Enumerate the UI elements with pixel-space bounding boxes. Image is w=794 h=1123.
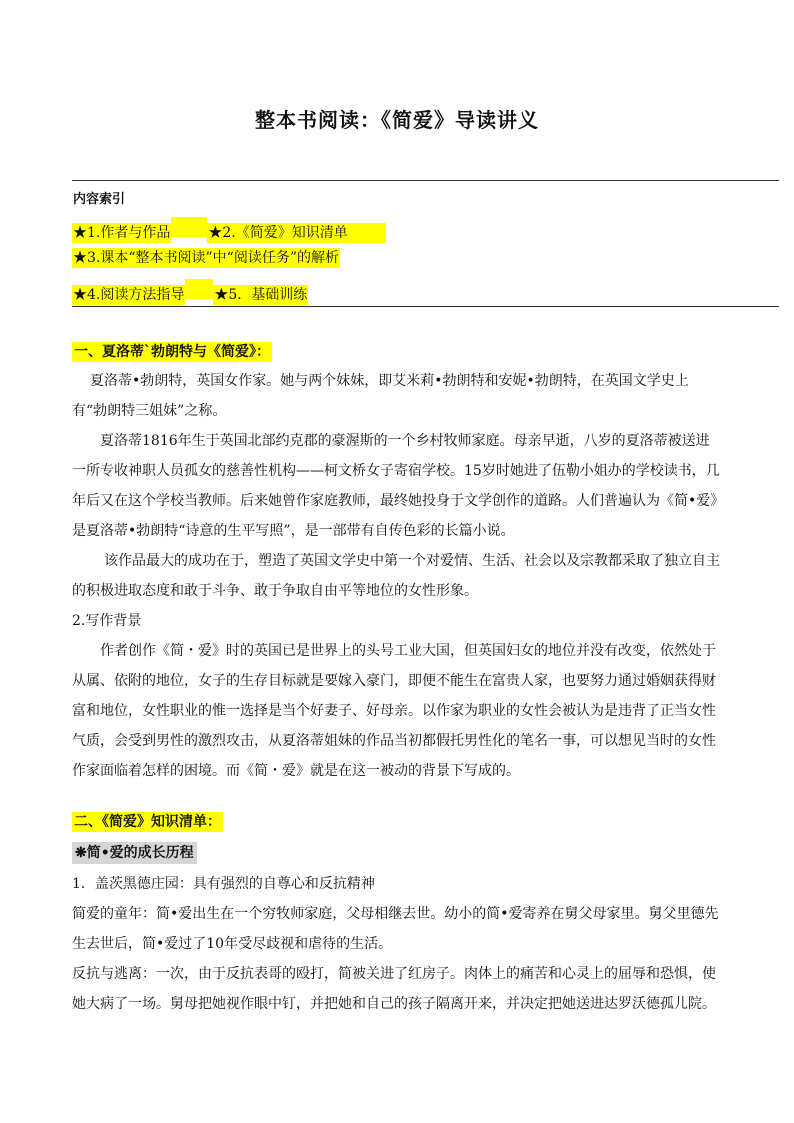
toc-row-3 (72, 279, 308, 303)
toc-top-rule (72, 180, 779, 181)
paragraph: 简爱的童年：简•爱出生在一个穷牧师家庭，父母相继去世。幼小的简•爱寄养在舅父母家里。舅父里德先生去世后，简•爱过了10年受尽歧视和虐待的生活。 (72, 906, 719, 952)
subheading: 2.写作背景 (72, 613, 142, 629)
section-1-body (72, 366, 722, 786)
toc-item-method[interactable]: ★4.阅读方法指导 (73, 287, 185, 303)
toc-item-knowledge-list[interactable]: ★2.《简爱》知识清单 (207, 223, 385, 243)
section-2-body (72, 869, 722, 1019)
toc-bottom-rule (72, 306, 779, 307)
paragraph: 作者创作《简・爱》时的英国已是世界上的头号工业大国，但英国妇女的地位并没有改变，依然处于从属、依附的地位，女子的生存目标就是要嫁入豪门，即便不能生在富贵人家，也要努力通过婚姻获得财富和地位，女性职业的惟一选择是当个好妻子、好母亲。以作家为职业的女性会被认为是违背了正当女性气质，会受到男性的激烈攻击，从夏洛蒂姐妹的作品当初都假托男性化的笔名一事，可以想见当时的女性作家面临着怎样的困境。而《简・爱》就是在这一被动的背景下写成的。 (72, 643, 716, 779)
paragraph: 1．盖茨黑德庄园：具有强烈的自尊心和反抗精神 (72, 876, 375, 892)
page-title: 整本书阅读：《简爱》导读讲义 (255, 108, 539, 132)
toc-row-2 (72, 248, 340, 268)
paragraph: 夏洛蒂1816年生于英国北部约克郡的豪渥斯的一个乡村牧师家庭。母亲早逝，八岁的夏洛蒂被送进一所专收神职人员孤女的慈善性机构——柯文桥女子寄宿学校。15岁时她进了伍勒小姐办的学校读书，几年后又在这个学校当教师。后来她曾作家庭教师，最终她投身于文学创作的道路。人们普遍认为《简•爱》是夏洛蒂•勃朗特“诗意的生平写照”，是一部带有自传色彩的长篇小说。 (72, 433, 720, 539)
paragraph: 该作品最大的成功在于，塑造了英国文学史中第一个对爱情、生活、社会以及宗教都采取了独立自主的积极进取态度和敢于斗争、敢于争取自由平等地位的女性形象。 (72, 553, 720, 599)
toc-item-author-works[interactable]: ★1.作者与作品 (73, 225, 171, 241)
toc-item-training[interactable]: ★5．基础训练 (214, 287, 308, 303)
section-1-heading-text: 一、夏洛蒂`勃朗特与《简爱》： (74, 344, 270, 360)
section-2-heading (72, 812, 223, 832)
section-2-heading-text: 二、《简爱》知识清单： (74, 814, 221, 830)
toc-row-1 (72, 217, 386, 241)
toc-gap (185, 279, 213, 299)
toc-item-task-analysis[interactable]: ★3.课本“整本书阅读”中“阅读任务”的解析 (73, 250, 339, 266)
section-1-heading (72, 342, 272, 362)
toc-heading: 内容索引 (73, 192, 126, 207)
toc-gap (171, 217, 207, 237)
paragraph: 夏洛蒂•勃朗特，英国女作家。她与两个妹妹，即艾米莉•勃朗特和安妮•勃朗特，在英国文学史上有“勃朗特三姐妹”之称。 (72, 373, 689, 419)
paragraph: 反抗与逃离：一次，由于反抗表哥的殴打，简被关进了红房子。肉体上的痛苦和心灵上的屈辱和恐惧，使她大病了一场。舅母把她视作眼中钉，并把她和自己的孩子隔离开来，并决定把她送进达罗沃德孤儿院。 (72, 966, 716, 1012)
growth-heading (72, 842, 197, 864)
growth-heading-text: ❋简•爱的成长历程 (72, 842, 197, 864)
